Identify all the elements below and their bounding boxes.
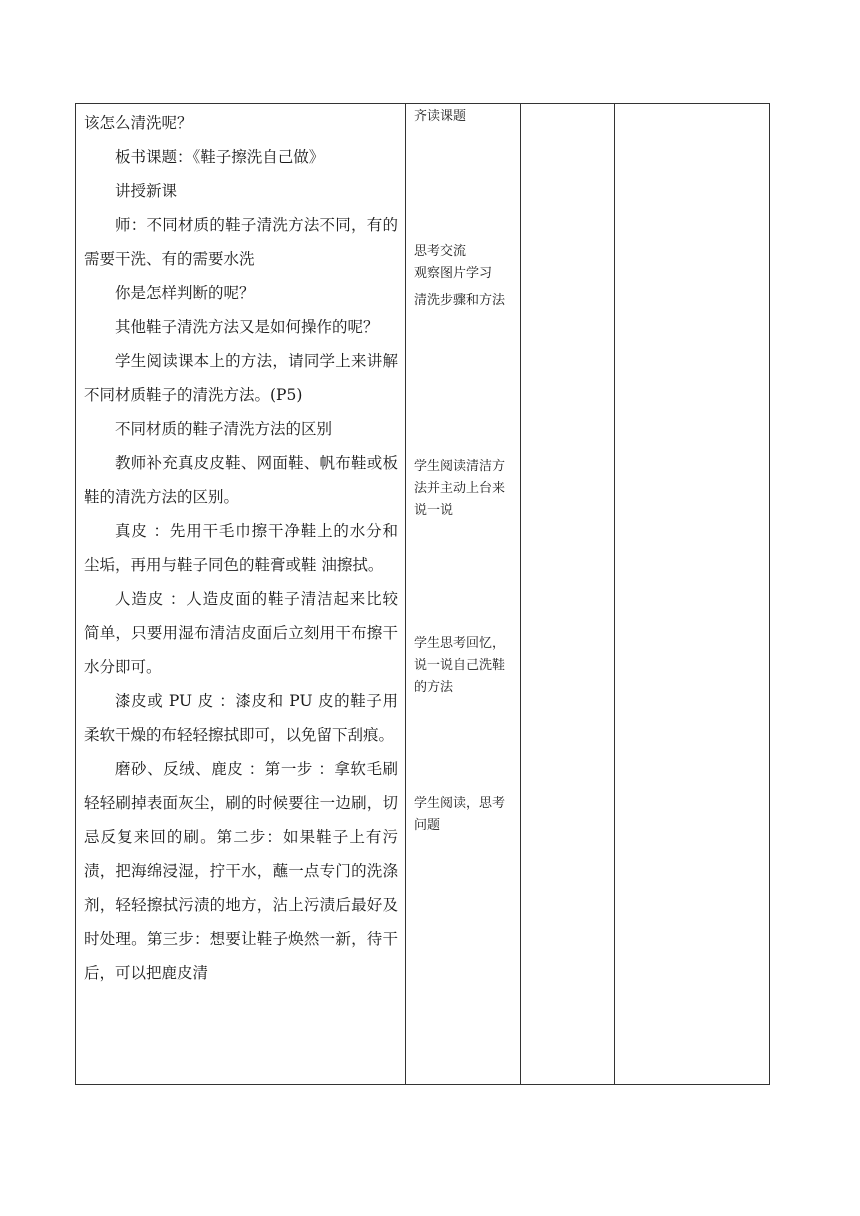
paragraph: 人造皮 ：人造皮面的鞋子清洁起来比较简单，只要用湿布清洁皮面后立刻用干布擦干水分即可。 [84,590,398,676]
teaching-process-cell [76,104,406,1085]
paragraph: 其他鞋子清洗方法又是如何操作的呢？ [115,318,379,336]
paragraph: 教师补充真皮皮鞋、网面鞋、帆布鞋或板鞋的清洗方法的区别。 [84,454,398,506]
lesson-plan-table [75,103,770,1085]
activity-note: 齐读课题 [414,109,467,124]
paragraph: 学生阅读课本上的方法，请同学上来讲解不同材质鞋子的清洗方法。(P5) [84,352,398,404]
paragraph: 磨砂、反绒、鹿皮 ：第一步 ：拿软毛刷轻轻刷掉表面灰尘，刷的时候要往一边刷，切忌反复来回的刷。第二步：如果鞋子上有污渍，把海绵浸湿，拧干水，蘸一点专门的洗涤剂，轻轻擦拭污渍的地方，沾上污渍后最好及时处理。第三步：想要让鞋子焕然一新，待干后，可以把鹿皮清 [84,760,398,982]
activity-note: 学生阅读，思考问题 [414,796,506,833]
paragraph: 该怎么清洗呢？ [84,114,193,132]
paragraph: 不同材质的鞋子清洗方法的区别 [115,420,333,438]
paragraph: 漆皮或 PU 皮 ：漆皮和 PU 皮的鞋子用柔软干燥的布轻轻擦拭即可，以免留下刮痕。 [84,692,398,744]
activity-line: 思考交流 [414,244,467,259]
empty-column-cell [521,104,615,1085]
activity-line: 清洗步骤和方法 [414,293,506,308]
student-activity-cell [406,104,521,1085]
paragraph: 师：不同材质的鞋子清洗方法不同，有的需要干洗、有的需要水洗 [84,216,398,268]
activity-note [414,241,516,317]
paragraph: 真皮 ：先用干毛巾擦干净鞋上的水分和尘垢，再用与鞋子同色的鞋膏或鞋 油擦拭。 [84,522,398,574]
activity-line: 观察图片学习 [414,266,493,281]
activity-note: 学生阅读清洁方法并主动上台来说一说 [414,459,506,518]
paragraph: 讲授新课 [115,182,178,200]
paragraph: 你是怎样判断的呢？ [115,284,255,302]
paragraph: 板书课题：《鞋子擦洗自己做》 [115,148,325,166]
empty-column-cell [615,104,770,1085]
activity-note: 学生思考回忆，说一说自己洗鞋的方法 [414,636,506,695]
